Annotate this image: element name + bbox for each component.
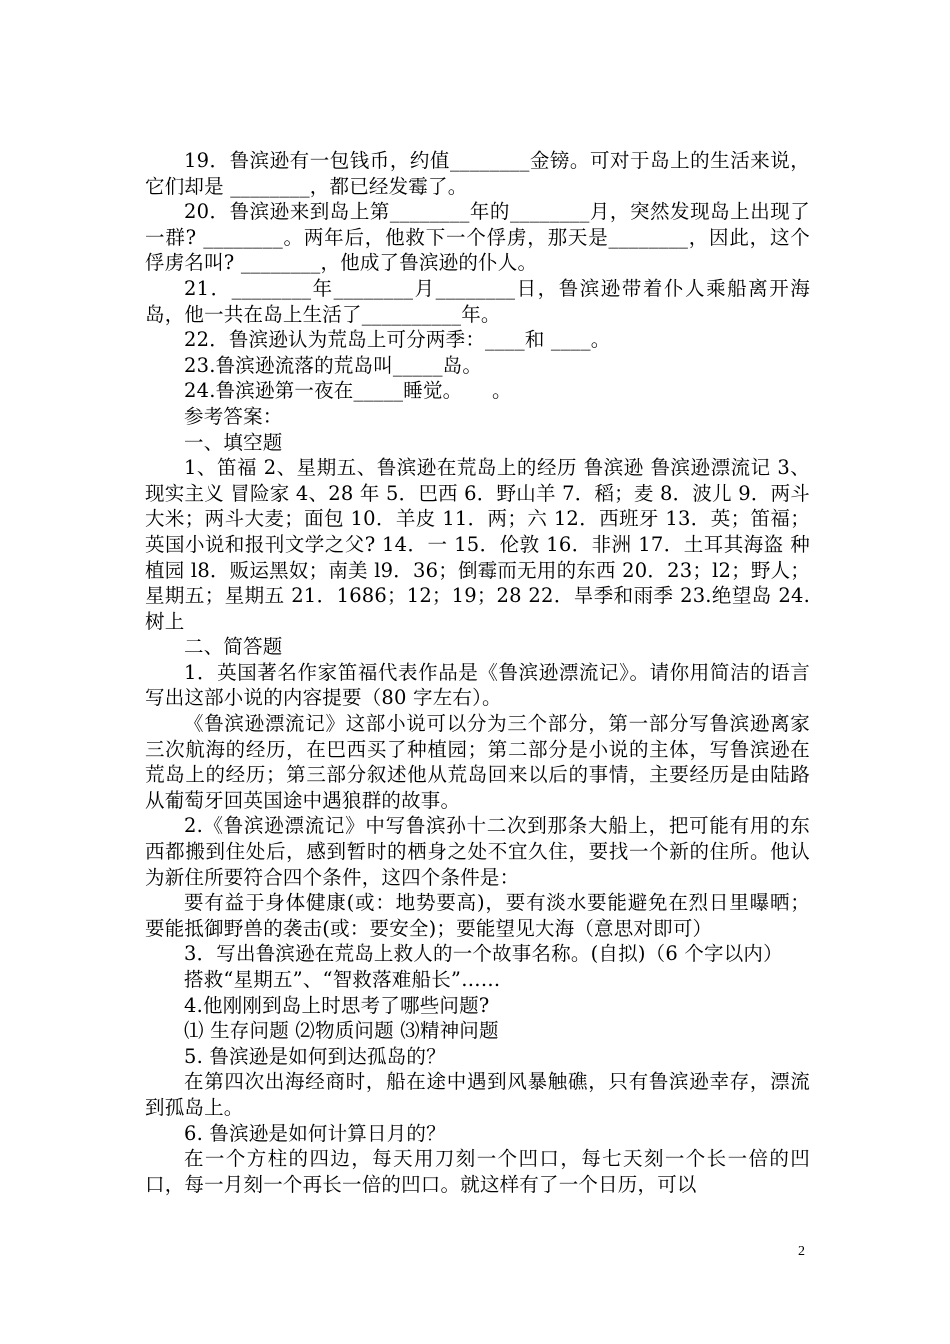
- short-answer-q6: 6. 鲁滨逊是如何计算日月的？: [184, 1121, 446, 1145]
- short-answer-a2: 要有益于身体健康(或：地势要高)，要有淡水要能避免在烈日里曝晒；要能抵御野兽的袭击(或：要安全)；要能望见大海（意思对即可）: [145, 891, 810, 940]
- answers-heading: 参考答案：: [184, 404, 283, 428]
- short-answer-q3: 3．写出鲁滨逊在荒岛上救人的一个故事名称。(自拟)（6 个字以内）: [184, 942, 783, 966]
- short-answer-a6: 在一个方柱的四边，每天用刀刻一个凹口，每七天刻一个长一倍的凹口，每一月刻一个再长一倍的凹口。就这样有了一个日历，可以: [145, 1147, 810, 1196]
- page-number: 2: [798, 1244, 805, 1259]
- paragraph-q24: 24.鲁滨逊第一夜在_____睡觉。 。: [184, 379, 512, 403]
- fill-blank-answers: 1、笛福 2、星期五、鲁滨逊在荒岛上的经历 鲁滨逊 鲁滨逊漂流记 3、现实主义 冒险家 4、28 年 5．巴西 6．野山羊 7．稻；麦 8．波儿 9．两斗大米；两斗大麦；面包 10．羊皮 11．两；六 12．西班牙 13．英；笛福；英国小说和报刊文学之父? 14．一 15．伦敦 16．非洲 17．土耳其海盗 种植园 l8．贩运黑奴；南美 l9．36；倒霉而无用的东西 20．23；l2；野人；星期五；星期五 21．1686；12；19；28 22．旱季和雨季 23.绝望岛 24.树上: [145, 456, 810, 633]
- section-heading-short-answer: 二、简答题: [184, 635, 283, 659]
- paragraph-q19: 19．鲁滨逊有一包钱币，约值________金镑。可对于岛上的生活来说，它们却是 ________，都已经发霉了。: [145, 149, 810, 198]
- short-answer-q2: 2.《鲁滨逊漂流记》中写鲁滨孙十二次到那条大船上，把可能有用的东西都搬到住处后，感到暂时的栖身之处不宜久住，要找一个新的住所。他认为新住所要符合四个条件，这四个条件是：: [145, 814, 810, 889]
- paragraph-q21: 21．________年________月________日，鲁滨逊带着仆人乘船离开海岛，他一共在岛上生活了__________年。: [145, 276, 810, 326]
- short-answer-q1: 1．英国著名作家笛福代表作品是《鲁滨逊漂流记》。请你用简洁的语言写出这部小说的内容提要（80 字左右）。: [145, 660, 810, 710]
- short-answer-a3: 搭救“星期五”、“智救落难船长”……: [184, 968, 501, 991]
- section-heading-fill-blank: 一、填空题: [184, 430, 283, 454]
- short-answer-q4: 4.他刚刚到岛上时思考了哪些问题?: [184, 993, 490, 1017]
- document-body: [145, 148, 810, 1197]
- short-answer-a5: 在第四次出海经商时，船在途中遇到风暴触礁，只有鲁滨逊幸存，漂流到孤岛上。: [145, 1070, 810, 1119]
- short-answer-q5: 5. 鲁滨逊是如何到达孤岛的？: [184, 1044, 446, 1068]
- paragraph-q20: 20．鲁滨逊来到岛上第________年的________月，突然发现岛上出现了一群? ________。两年后，他救下一个俘虏，那天是________，因此，这个俘虏名叫? ________，他成了鲁滨逊的仆人。: [145, 200, 810, 275]
- paragraph-q22: 22．鲁滨逊认为荒岛上可分两季：____和 ____。: [184, 328, 611, 352]
- paragraph-q23: 23.鲁滨逊流落的荒岛叫_____岛。: [184, 353, 483, 377]
- short-answer-a4: ⑴ 生存问题 ⑵物质问题 ⑶精神问题: [184, 1019, 499, 1043]
- short-answer-a1: 《鲁滨逊漂流记》这部小说可以分为三个部分，第一部分写鲁滨逊离家三次航海的经历，在巴西买了种植园；第二部分是小说的主体，写鲁滨逊在荒岛上的经历；第三部分叙述他从荒岛回来以后的事情，主要经历是由陆路从葡萄牙回英国途中遇狼群的故事。: [145, 712, 810, 812]
